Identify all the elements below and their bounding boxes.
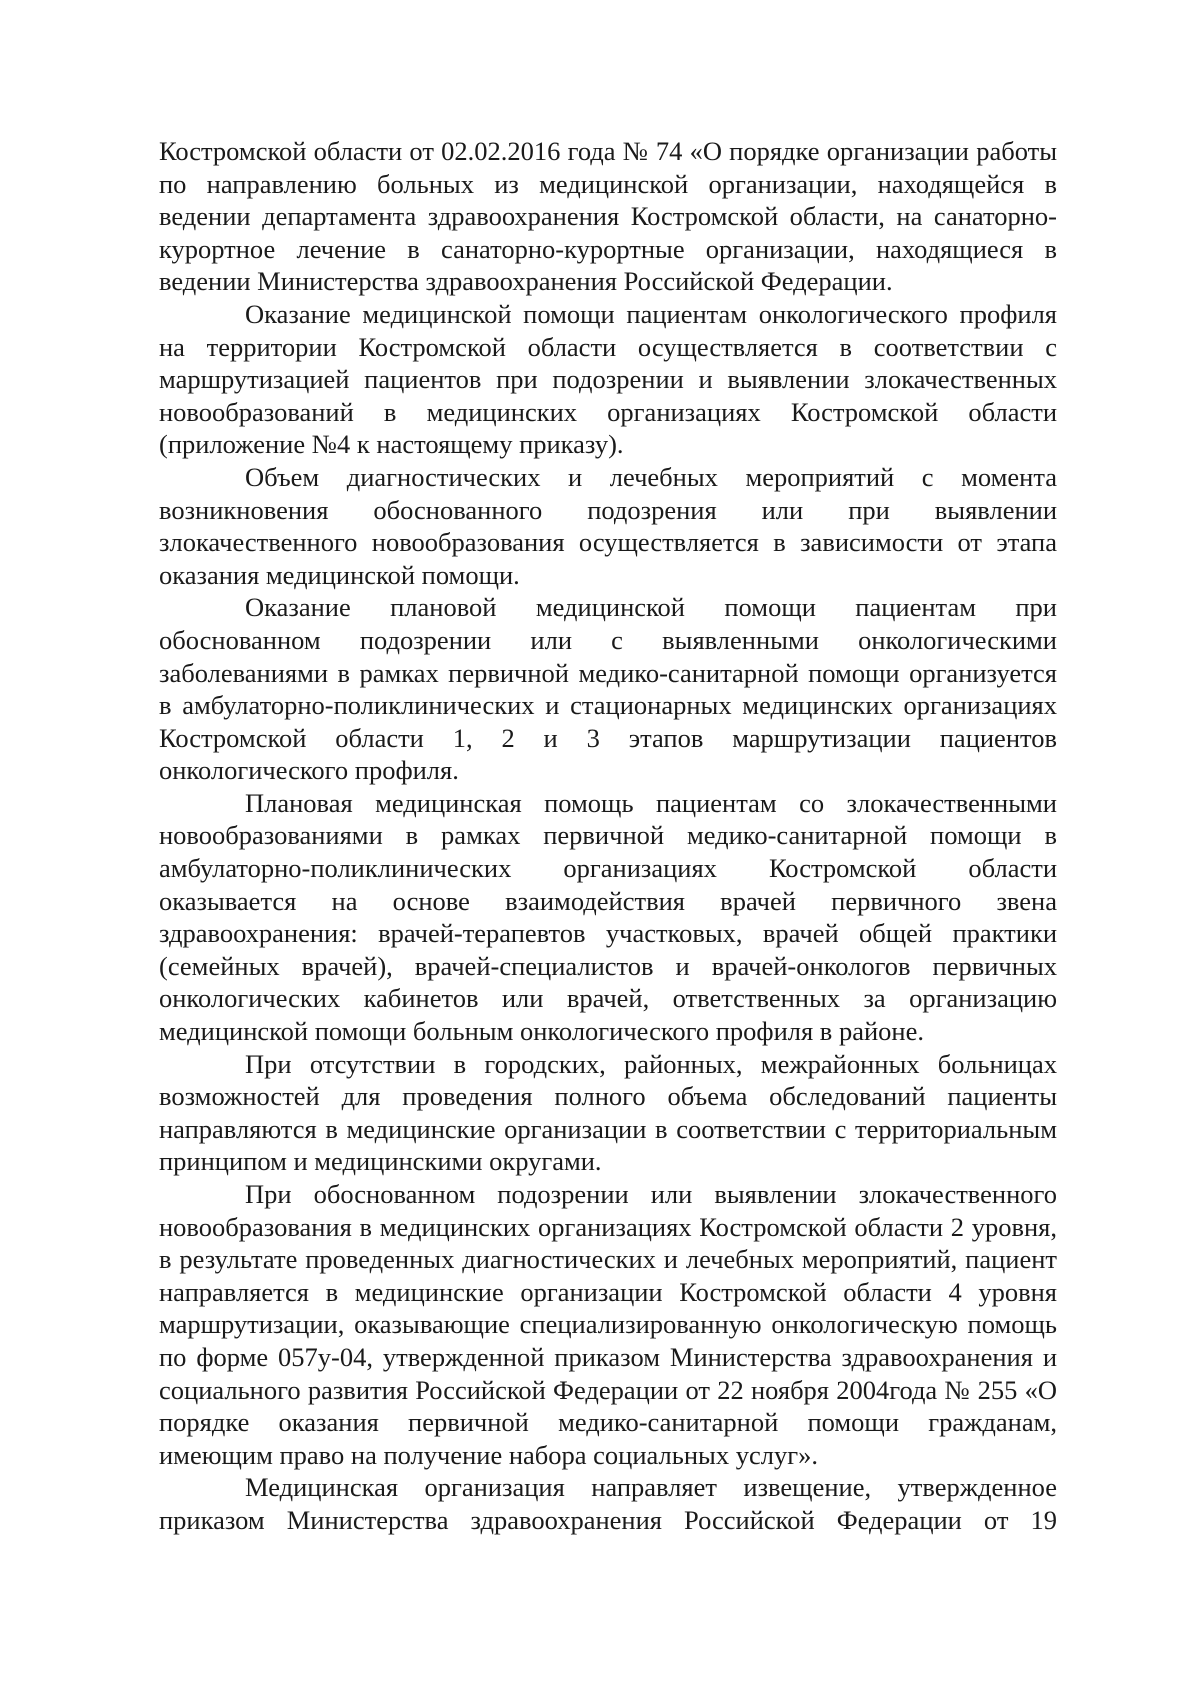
paragraph-1: Костромской области от 02.02.2016 года № 74 «О порядке организации работы по направлению больных из медицинской организации, находящейся в ведении департамента здравоохранения Костромской области, на санаторно-курортное лечение в санаторно-курортные организации, находящиеся в ведении Министерства здравоохранения Российской Федерации. <box>159 136 1057 297</box>
paragraph-2: Оказание медицинской помощи пациентам онкологического профиля на территории Костромской области осуществляется в соответствии с маршрутизацией пациентов при подозрении и выявлении злокачественных новообразований в медицинских организациях Костромской области (приложение №4 к настоящему приказу). <box>159 298 1057 460</box>
paragraph-3: Объем диагностических и лечебных мероприятий с момента возникновения обоснованного подозрения или при выявлении злокачественного новообразования осуществляется в зависимости от этапа оказания медицинской помощи. <box>159 461 1057 590</box>
paragraph-6: При отсутствии в городских, районных, межрайонных больницах возможностей для проведения полного объема обследований пациенты направляются в медицинские организации в соответствии с территориальным принципом и медицинскими округами. <box>159 1048 1057 1177</box>
paragraph-4: Оказание плановой медицинской помощи пациентам при обоснованном подозрении или с выявленными онкологическими заболеваниями в рамках первичной медико-санитарной помощи организуется в амбулаторно-поликлинических и стационарных медицинских организациях Костромской области 1, 2 и 3 этапов маршрутизации пациентов онкологического профиля. <box>159 592 1057 786</box>
paragraph-5: Плановая медицинская помощь пациентам со злокачественными новообразованиями в рамках первичной медико-санитарной помощи в амбулаторно-поликлинических организациях Костромской области оказывается на основе взаимодействия врачей первичного звена здравоохранения: врачей-терапевтов участковых, врачей общей практики (семейных врачей), врачей-специалистов и врачей-онкологов первичных онкологических кабинетов или врачей, ответственных за организацию медицинской помощи больным онкологического профиля в районе. <box>159 787 1057 1047</box>
paragraph-8: Медицинская организация направляет извещение, утвержденное приказом Министерства здравоохранения Российской Федерации от 19 <box>159 1472 1057 1535</box>
document-page <box>159 135 1057 1537</box>
paragraph-7: При обоснованном подозрении или выявлении злокачественного новообразования в медицинских организациях Костромской области 2 уровня, в результате проведенных диагностических и лечебных мероприятий, пациент направляется в медицинские организации Костромской области 4 уровня маршрутизации, оказывающие специализированную онкологическую помощь по форме 057у-04, утвержденной приказом Министерства здравоохранения и социального развития Российской Федерации от 22 ноября 2004года № 255 «О порядке оказания первичной медико-санитарной помощи гражданам, имеющим право на получение набора социальных услуг». <box>159 1179 1057 1470</box>
